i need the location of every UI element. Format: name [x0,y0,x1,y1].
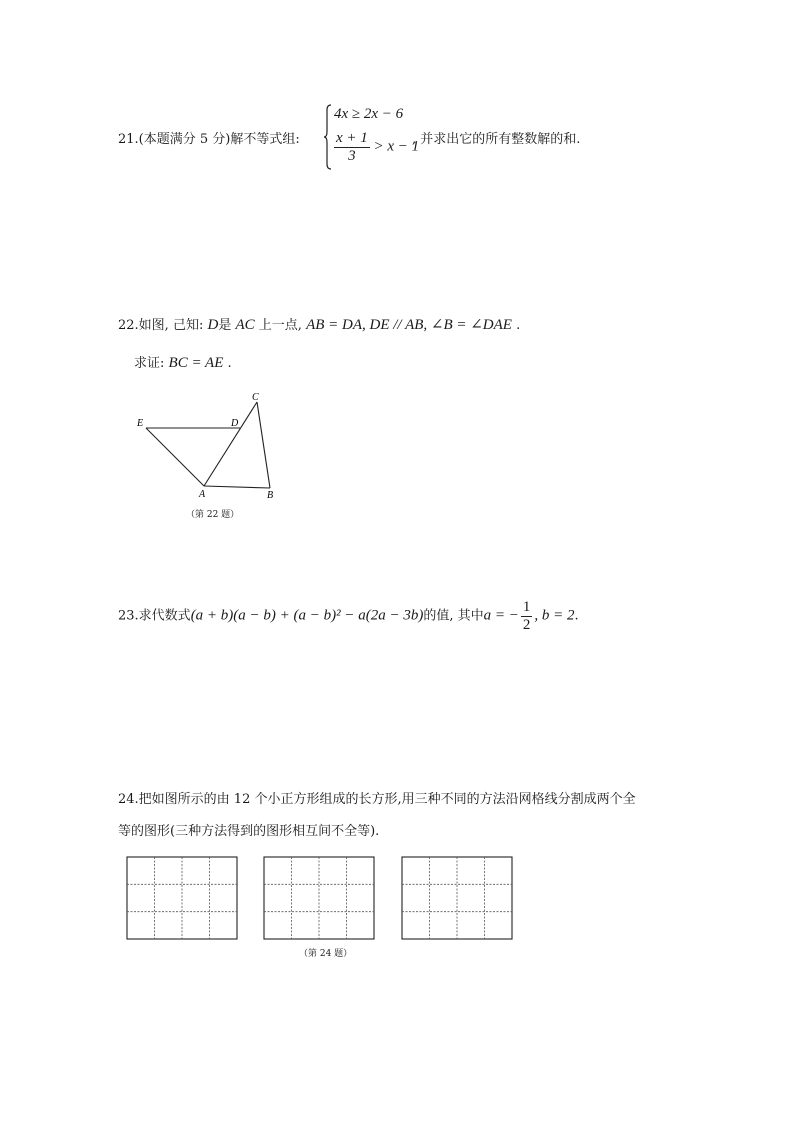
segment-ab [204,486,270,488]
q23-line [118,599,579,633]
q21-inequality-2-rest: > x − 1 [373,138,420,155]
q22-figure [130,388,290,503]
q23-end: . [574,608,579,624]
label-e: E [137,418,144,429]
q24-line1: 24.把如图所示的由 12 个小正方形组成的长方形,用三种不同的方法沿网格线分割成两个全 [118,792,636,807]
q24-caption: （第 24 题） [299,949,353,959]
q22-point-d: D [207,317,219,333]
q22-line1 [118,318,520,333]
q22-triangle-lines [146,402,270,488]
q21-suffix: , 并求出它的所有整数解的和. [412,132,581,147]
q22-segment-ac: AC [235,317,255,333]
q23-frac-num: 1 [522,599,531,615]
q21-frac-num: x + 1 [336,130,368,146]
q24-grid-2 [263,856,375,940]
q24-line2: 等的图形(三种方法得到的图形相互间不全等). [118,824,380,839]
label-b: B [267,490,274,501]
label-a: A [199,489,206,500]
q21-prefix: 21.(本题满分 5 分)解不等式组: [118,132,300,147]
q23-frac-den: 2 [522,616,531,633]
q23-prefix: 23.求代数式 [118,608,191,624]
q24-grid-3 [401,856,513,940]
q21-frac-den: 3 [348,147,356,164]
q22-line1-c: 是 [218,318,232,333]
segment-ea [146,428,204,486]
q22-proof-target: BC = AE [168,355,224,371]
q22-line2 [134,356,232,371]
q22-line2-c: . [227,356,232,371]
q22-line1-a: 22.如图, 己知: [118,318,204,333]
q22-line1-e: 上一点, [258,318,302,333]
q22-line2-a: 求证: [134,356,165,371]
q21-brace [324,104,332,170]
q22-conditions: AB = DA, DE // AB, ∠B = ∠DAE [306,317,512,333]
q21-inequality-2 [334,130,419,164]
segment-ac [204,402,257,486]
q22-caption: （第 22 题） [186,510,240,520]
q23-b-eq: , b = 2 [534,607,575,624]
label-c: C [252,392,259,403]
q23-a-eq: a = − [483,607,519,624]
label-d: D [231,418,239,429]
q21-inequality-1: 4x ≥ 2x − 6 [334,106,404,122]
q22-line1-g: . [516,318,521,333]
segment-cb [257,402,270,488]
q23-mid: 的值, 其中 [423,608,484,624]
q23-expression: (a + b)(a − b) + (a − b)² − a(2a − 3b) [190,607,424,624]
q24-grid-1 [126,856,238,940]
